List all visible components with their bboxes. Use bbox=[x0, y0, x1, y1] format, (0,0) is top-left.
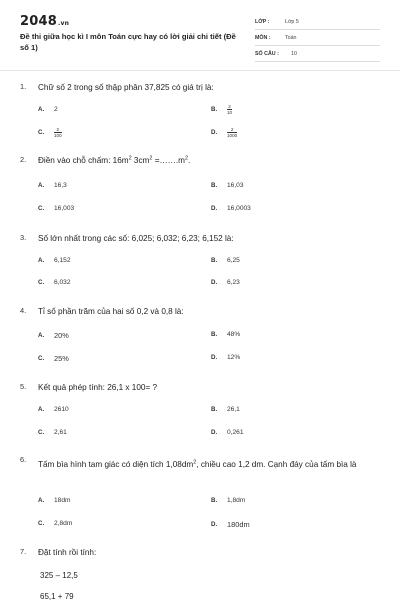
option-1d[interactable]: D. $\frac{2}{1000}$ bbox=[211, 127, 238, 138]
option-6c[interactable]: C. 2,8dm bbox=[38, 520, 73, 527]
fraction: $\frac{2}{1000}$ bbox=[227, 127, 238, 138]
site-logo[interactable]: 2048.vn bbox=[20, 14, 70, 29]
option-1a[interactable]: A. 2 bbox=[38, 106, 58, 113]
option-5b[interactable]: B. 26,1 bbox=[211, 406, 240, 413]
option-5a[interactable]: A. 2610 bbox=[38, 406, 69, 413]
option-6a[interactable]: A. 18dm bbox=[38, 497, 71, 504]
option-2d[interactable]: D. 16,0003 bbox=[211, 205, 251, 212]
option-1b[interactable]: B. $\frac{2}{10}$ bbox=[211, 104, 233, 115]
question-text: Kết quả phép tính: 26,1 x 100= ? bbox=[38, 383, 158, 392]
option-3b[interactable]: B. 6,25 bbox=[211, 257, 240, 264]
question-text: Tấm bìa hình tam giác có diện tích $1,08dm^2$, chiều cao 1,2 dm. Cạnh đáy của tấm bìa là bbox=[38, 459, 357, 469]
meta-subject: MÔN : Toán bbox=[255, 31, 380, 46]
option-3c[interactable]: C. 6,032 bbox=[38, 279, 71, 286]
meta-question-count: SỐ CÂU : 10 bbox=[255, 47, 380, 62]
work-line-2: 65,1 + 79 bbox=[40, 592, 74, 600]
question-text: Tỉ số phần trăm của hai số 0,2 và 0,8 là: bbox=[38, 307, 184, 316]
fraction: $\frac{2}{100}$ bbox=[54, 127, 62, 138]
document-title: Đề thi giữa học kì I môn Toán cực hay có lời giải chi tiết (Đề số 1) bbox=[20, 32, 236, 52]
fraction: $\frac{2}{10}$ bbox=[227, 104, 233, 115]
header-divider bbox=[0, 70, 400, 71]
option-5d[interactable]: D. 0,261 bbox=[211, 429, 244, 436]
option-4b[interactable]: B. 48% bbox=[211, 331, 241, 338]
option-6b[interactable]: B. 1,8dm bbox=[211, 497, 246, 504]
work-line-1: 325 – 12,5 bbox=[40, 571, 78, 580]
option-4d[interactable]: D. 12% bbox=[211, 354, 241, 361]
question-text: Đặt tính rồi tính: bbox=[38, 548, 97, 557]
option-3a[interactable]: A. 6,152 bbox=[38, 257, 71, 264]
option-1c[interactable]: C. $\frac{2}{100}$ bbox=[38, 127, 62, 138]
question-text: Số lớn nhất trong các số: 6,025; 6,032; 6,23; 6,152 là: bbox=[38, 234, 234, 243]
option-6d[interactable]: D. 180dm bbox=[211, 520, 250, 529]
option-5c[interactable]: C. 2,61 bbox=[38, 429, 67, 436]
meta-class: LỚP : Lớp 5 bbox=[255, 15, 380, 30]
option-2c[interactable]: C. 16,003 bbox=[38, 205, 75, 212]
option-2b[interactable]: B. 16,03 bbox=[211, 182, 244, 189]
option-4a[interactable]: A. 20% bbox=[38, 331, 69, 340]
option-3d[interactable]: D. 6,23 bbox=[211, 279, 240, 286]
option-2a[interactable]: A. 16,3 bbox=[38, 182, 67, 189]
question-text: Điền vào chỗ chấm: $16m^2$ $3cm^2$ $=\dots\dots.m^2$. bbox=[38, 155, 191, 165]
option-4c[interactable]: C. 25% bbox=[38, 354, 69, 363]
question-text: Chữ số 2 trong số thập phân 37,825 có giá trị là: bbox=[38, 83, 214, 92]
document-meta bbox=[255, 15, 380, 63]
